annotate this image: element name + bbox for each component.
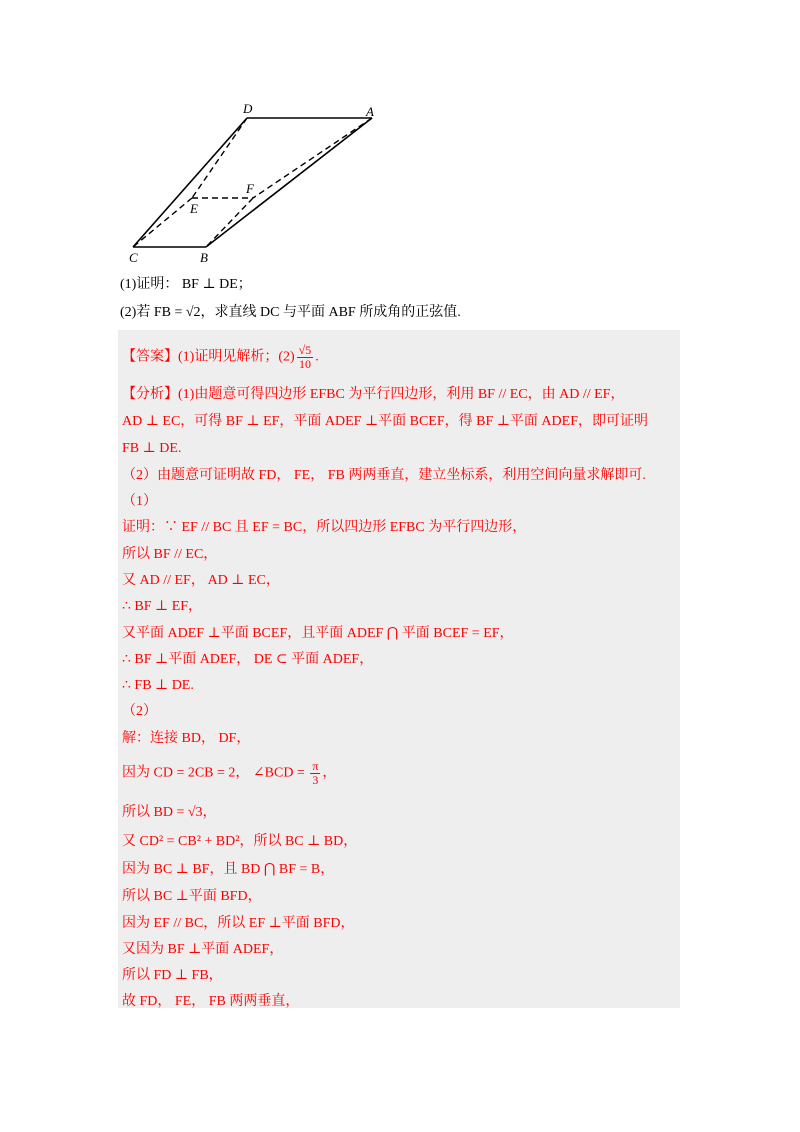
solution-line-14: 因为 BC ⊥ BF，且 BD ⋂ BF = B，	[122, 862, 335, 877]
label-d: D	[243, 101, 253, 116]
solution-line-6: 又平面 ADEF ⊥平面 BCEF，且平面 ADEF ⋂ 平面 BCEF = EF，	[122, 626, 514, 641]
analysis-line-1: 【分析】(1)由题意可得四边形 EFBC 为平行四边形，利用 BF // EC，由 AD // EF，	[122, 387, 625, 402]
answer-frac-num: √5	[298, 343, 312, 357]
solution-line-19: 故 FD， FE， FB 两两垂直，	[122, 994, 300, 1009]
label-a: A	[366, 104, 374, 119]
s11-frac-den: 3	[312, 773, 319, 787]
solution-line-3: 所以 BF // EC，	[122, 547, 218, 562]
solution-line-10: 解：连接 BD， DF，	[122, 731, 251, 746]
solution-line-7: ∴ BF ⊥平面 ADEF， DE ⊂ 平面 ADEF，	[122, 652, 374, 667]
solution-line-18: 所以 FD ⊥ FB，	[122, 968, 223, 983]
solution-line-9: （2）	[122, 704, 157, 719]
edge-ec	[133, 198, 192, 247]
q2-suffix: ，求直线 DC 与平面 ABF 所成角的正弦值.	[200, 305, 461, 320]
solution-line-8: ∴ FB ⊥ DE.	[122, 678, 194, 693]
edge-fb	[206, 198, 253, 247]
solution-line-13: 又 CD² = CB² + BD²，所以 BC ⊥ BD，	[122, 834, 358, 849]
solution-line-17: 又因为 BF ⊥平面 ADEF，	[122, 942, 284, 957]
analysis-line-3: FB ⊥ DE.	[122, 441, 182, 456]
label-f: F	[246, 181, 254, 196]
answer-tag: 【答案】	[122, 349, 178, 365]
answer-text: (1)证明见解析；(2)	[178, 349, 295, 365]
solution-line-12: 所以 BD = √3，	[122, 805, 217, 820]
s11-suffix: ，	[322, 765, 337, 781]
solution-line-4: 又 AD // EF， AD ⊥ EC，	[122, 573, 280, 588]
s11-prefix: 因为 CD = 2CB = 2， ∠BCD =	[122, 765, 309, 781]
question-part-1: (1)证明： BF ⊥ DE；	[120, 277, 252, 292]
label-e: E	[190, 201, 198, 216]
s11-fraction	[310, 760, 320, 787]
q2-sqrt: √2	[185, 305, 201, 320]
solution-line-5: ∴ BF ⊥ EF，	[122, 599, 203, 614]
solution-line-16: 因为 EF // BC，所以 EF ⊥平面 BFD，	[122, 916, 355, 931]
answer-box	[118, 330, 680, 1008]
analysis-line-4: （2）由题意可证明故 FD， FE， FB 两两垂直，建立坐标系，利用空间向量求解即可.	[122, 468, 646, 483]
answer-line	[122, 344, 319, 371]
answer-suffix: .	[315, 349, 319, 365]
edge-af	[253, 118, 372, 198]
label-b: B	[200, 250, 208, 265]
geometry-figure	[120, 95, 390, 270]
label-c: C	[129, 250, 138, 265]
prism-diagram	[120, 95, 390, 270]
q2-prefix: (2)若 FB =	[120, 305, 186, 320]
solution-line-2: 证明：∵ EF // BC 且 EF = BC，所以四边形 EFBC 为平行四边形，	[122, 520, 527, 535]
analysis-line-2: AD ⊥ EC，可得 BF ⊥ EF，平面 ADEF ⊥平面 BCEF，得 BF ⊥平面 ADEF，即可证明	[122, 414, 648, 429]
s11-frac-num: π	[312, 759, 319, 773]
answer-frac-den: 10	[298, 357, 311, 371]
answer-fraction	[297, 344, 314, 371]
question-part-2	[120, 304, 461, 322]
solution-line-11	[122, 760, 336, 787]
edge-de	[192, 118, 247, 198]
solution-line-1: （1）	[122, 494, 157, 509]
solution-line-15: 所以 BC ⊥平面 BFD，	[122, 889, 262, 904]
